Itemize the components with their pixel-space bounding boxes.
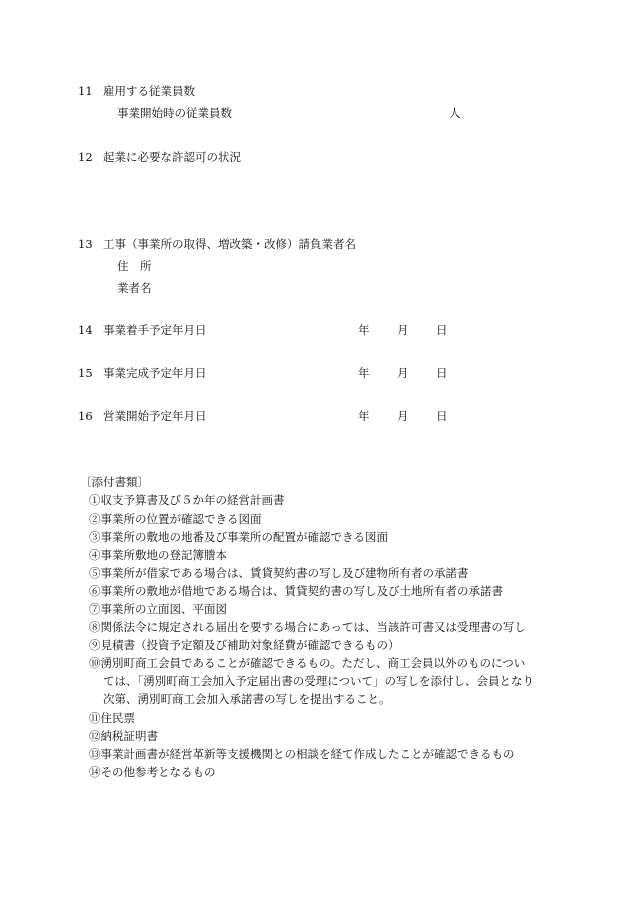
attachment-item: ⑫納税証明書: [89, 729, 158, 743]
section-14-year: 年: [358, 323, 370, 337]
section-12-number: 12: [78, 150, 93, 164]
section-16-title: 営業開始予定年月日: [103, 409, 207, 423]
attachment-item: ⑩湧別町商工会員であることが確認できるもの。ただし、商工会員以外のものについ: [89, 656, 526, 670]
section-16-number: 16: [78, 409, 93, 423]
attachment-item: ⑪住民票: [89, 711, 135, 725]
section-16-day: 日: [436, 409, 448, 423]
section-16-year: 年: [358, 409, 370, 423]
attachment-item: ⑭その他参考となるもの: [89, 765, 216, 779]
section-14-number: 14: [78, 323, 93, 337]
attachment-item: ⑨見積書（投資予定額及び補助対象経費が確認できるもの）: [89, 638, 400, 652]
section-13-company-label: 業者名: [117, 281, 152, 295]
section-12-title: 起業に必要な許認可の状況: [103, 150, 241, 164]
section-11-number: 11: [78, 84, 93, 98]
attachment-item-continuation: ては、「湧別町商工会加入予定届出書の受理について」の写しを添付し、会員となり: [103, 674, 535, 688]
section-14-month: 月: [397, 323, 409, 337]
attachment-item: ⑧関係法令に規定される届出を要する場合にあっては、当該許可書又は受理書の写し: [89, 620, 526, 634]
section-15-month: 月: [397, 366, 409, 380]
attachment-item: ⑤事業所が借家である場合は、賃貸契約書の写し及び建物所有者の承諾書: [89, 566, 469, 580]
section-11-unit: 人: [449, 106, 461, 120]
section-15-day: 日: [436, 366, 448, 380]
section-13-title: 工事（事業所の取得、増改築・改修）請負業者名: [103, 237, 356, 251]
section-14-day: 日: [436, 323, 448, 337]
attachment-item: ⑥事業所の敷地が借地である場合は、賃貸契約書の写し及び土地所有者の承諾書: [89, 584, 503, 598]
section-15-number: 15: [78, 366, 93, 380]
attachment-item: ①収支予算書及び５か年の経営計画書: [89, 493, 285, 507]
section-11-sub-label: 事業開始時の従業員数: [117, 106, 232, 120]
attachment-item: ③事業所の敷地の地番及び事業所の配置が確認できる図面: [89, 530, 388, 544]
attachment-item-continuation: 次第、湧別町商工会加入承諾書の写しを提出すること。: [103, 692, 391, 706]
section-13-number: 13: [78, 237, 93, 251]
section-15-year: 年: [358, 366, 370, 380]
section-16-month: 月: [397, 409, 409, 423]
section-14-title: 事業着手予定年月日: [103, 323, 207, 337]
section-13-address-label: 住 所: [117, 259, 152, 273]
attachment-item: ④事業所敷地の登記簿謄本: [89, 548, 227, 562]
attachments-heading: 〔添付書類〕: [80, 475, 149, 489]
attachment-item: ②事業所の位置が確認できる図面: [89, 512, 262, 526]
attachment-item: ⑦事業所の立面図、平面図: [89, 602, 227, 616]
section-15-title: 事業完成予定年月日: [103, 366, 207, 380]
section-11-title: 雇用する従業員数: [103, 84, 195, 98]
attachment-item: ⑬事業計画書が経営革新等支援機関との相談を経て作成したことが確認できるもの: [89, 747, 515, 761]
